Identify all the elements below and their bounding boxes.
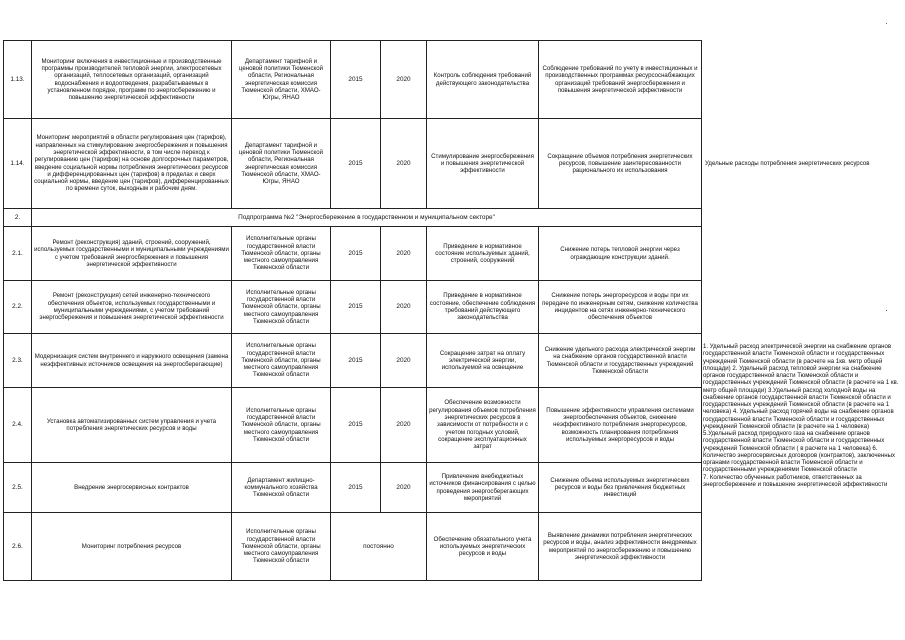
measure-description: Внедрение энергосервисных контрактов xyxy=(32,463,232,513)
executor: Департамент жилищно-коммунального хозяйства Тюменской области xyxy=(232,463,331,513)
executor: Департамент тарифной и ценовой политики Тюменской области, Региональная энергетическая комиссия Тюменской области, ХМАО-Югры, ЯНАО xyxy=(232,119,331,209)
measures-table xyxy=(3,40,702,581)
row-number: 1.14. xyxy=(4,119,32,209)
section-title: Подпрограмма №2 "Энергосбережение в государственном и муниципальном секторе" xyxy=(32,209,702,227)
expected-result: Обеспечение обязательного учета используемых энергетических ресурсов и воды xyxy=(427,513,539,581)
start-year: 2015 xyxy=(331,227,381,281)
expected-result: Обеспечение возможности регулирования объемов потребления энергетических ресурсов в зависимости от потребности и с учетом погодных условий, сокращение эксплуатационных затрат xyxy=(427,388,539,463)
effect: Сокращение объемов потребления энергетических ресурсов, повышение заинтересованности рационального их использования xyxy=(539,119,702,209)
start-year: 2015 xyxy=(331,41,381,119)
executor: Исполнительные органы государственной власти Тюменской области, органы местного самоуправления Тюменской области xyxy=(232,513,331,581)
effect: Повышение эффективности управления системами энергообеспечения объектов, снижение неэффективного потребления энергоресурсов, возможность планирования потребления используемых энергоресурсов и воды xyxy=(539,388,702,463)
row-number: 1.13. xyxy=(4,41,32,119)
table-row xyxy=(4,334,702,388)
row-number: 2.4. xyxy=(4,388,32,463)
executor: Исполнительные органы государственной власти Тюменской области, органы местного самоуправления Тюменской области xyxy=(232,388,331,463)
section-number: 2. xyxy=(4,209,32,227)
end-year: 2020 xyxy=(381,227,427,281)
effect: Соблюдение требований по учету в инвестиционных и производственных программах ресурсоснабжающих организаций требований энергосбережения и повышения энергетической эффективности xyxy=(539,41,702,119)
measure-description: Ремонт (реконструкция) сетей инженерно-технического обеспечения объектов, используемых государственными и муниципальными учреждениями, с учетом требований энергосбережения и повышения энергетической эффективности xyxy=(32,281,232,334)
row-number: 2.3. xyxy=(4,334,32,388)
table-row xyxy=(4,119,702,209)
measure-description: Мониторинг включения в инвестиционные и производственные программы производителей тепловой энергии, электросетевых организаций, теплосетевых организаций, организаций водоснабжения и водоотведения, разрабатываемых в установленном порядке, программ по энергосбережению и повышению энергетической эффективности xyxy=(32,41,232,119)
expected-result: Контроль соблюдения требований действующего законодательства xyxy=(427,41,539,119)
executor: Исполнительные органы государственной власти Тюменской области, органы местного самоуправления Тюменской области xyxy=(232,334,331,388)
table-row xyxy=(4,227,702,281)
executor: Исполнительные органы государственной власти Тюменской области, органы местного самоуправления Тюменской области xyxy=(232,281,331,334)
expected-result: Стимулирование энергосбережения и повышения энергетической эффективности xyxy=(427,119,539,209)
start-year: 2015 xyxy=(331,388,381,463)
end-year: 2020 xyxy=(381,281,427,334)
effect: Снижение потерь тепловой энергии через ограждающие конструкции зданий. xyxy=(539,227,702,281)
expected-result: Привлечение внебюджетных источников финансирования с целью проведения энергосберегающих мероприятий xyxy=(427,463,539,513)
row-number: 2.6. xyxy=(4,513,32,581)
expected-result: Сокращение затрат на оплату электрической энергии, используемой на освещение xyxy=(427,334,539,388)
table-row xyxy=(4,388,702,463)
executor: Исполнительные органы государственной власти Тюменской области, органы местного самоуправления Тюменской области xyxy=(232,227,331,281)
measure-description: Установка автоматизированных систем управления и учета потребления энергетических ресурсов и воды xyxy=(32,388,232,463)
effect: Снижение потерь энергоресурсов и воды при их передаче по инженерным сетям, снижение количества инцидентов на сетях инженерно-технического обеспечения объектов xyxy=(539,281,702,334)
scan-mark: · xyxy=(885,18,888,28)
effect: Снижение объема используемых энергетических ресурсов и воды без привлечения бюджетных инвестиций xyxy=(539,463,702,513)
start-year: 2015 xyxy=(331,334,381,388)
measure-description: Модернизация систем внутреннего и наружного освещения (замена неэффективных источников освещения на энергосберегающие) xyxy=(32,334,232,388)
measure-description: Мониторинг мероприятий в области регулирования цен (тарифов), направленных на стимулирование энергосбережения и повышения энергетической эффективности, в том числе переход к регулированию цен (тарифов) на основе долгосрочных параметров, введение социальной нормы потребления энергетических ресурсов и дифференцированных цен (тарифов) в пределах и сверх социальной нормы, введение цен (тарифов), дифференцированных по времени суток, выходным и рабочим дням. xyxy=(32,119,232,209)
measure-description: Ремонт (реконструкция) зданий, строений, сооружений, используемых государственными и муниципальными учреждениями с учетом требований энергосбережения и повышения энергетической эффективности xyxy=(32,227,232,281)
table-row xyxy=(4,41,702,119)
end-year: 2020 xyxy=(381,463,427,513)
measure-description: Мониторинг потребления ресурсов xyxy=(32,513,232,581)
expected-result: Приведение в нормативное состояние используемых зданий, строений, сооружений xyxy=(427,227,539,281)
effect: Выявление динамики потребления энергетических ресурсов и воды, анализ эффективности внедряемых мероприятий по энергосбережению и повышению энергетической эффективности xyxy=(539,513,702,581)
section-row xyxy=(4,209,702,227)
start-year: 2015 xyxy=(331,281,381,334)
start-year: 2015 xyxy=(331,119,381,209)
scan-mark: · xyxy=(885,305,888,315)
row-number: 2.1. xyxy=(4,227,32,281)
period: постоянно xyxy=(331,513,427,581)
indicator-row-1-14: Удельные расходы потребления энергетических ресурсов xyxy=(705,160,870,167)
end-year: 2020 xyxy=(381,41,427,119)
effect: Снижение удельного расхода электрической энергии на снабжение органов государственной власти Тюменской области и государственных учреждений Тюменской области xyxy=(539,334,702,388)
row-number: 2.5. xyxy=(4,463,32,513)
end-year: 2020 xyxy=(381,119,427,209)
row-number: 2.2. xyxy=(4,281,32,334)
table-row xyxy=(4,463,702,513)
start-year: 2015 xyxy=(331,463,381,513)
executor: Департамент тарифной и ценовой политики Тюменской области, Региональная энергетическая комиссия Тюменской области, ХМАО-Югры, ЯНАО xyxy=(232,41,331,119)
indicators-list: 1. Удельный расход электрической энергии на снабжение органов государственной власти Тюменской области и государственных учреждений Тюменской области (в расчете на 1кв. метр общей площади) 2. Удельный расход тепловой энергии на снабжение органов государственной власти Тюменской области и государственных учреждений Тюменской области (в расчете на 1 кв. метр общей площади) 3.Удельный расход холодной воды на снабжение органов государственной власти Тюменской области и государственных учреждений Тюменской области (в расчете на 1 человека) 4. Удельный расход горячей воды на снабжение органов государственной власти Тюменской области и государственных учреждений Тюменской области (в расчете на 1 человека) 5.Удельный расход природного газа на снабжение органов государственной власти Тюменской области и государственных учреждений Тюменской области ( в расчете на 1 человека) 6. Количество энергосервисных договоров (контрактов), заключенных органами государственной власти Тюменской области и государственными учреждениями Тюменской области 7. Количество обученных работников, ответственных за энергосбережение и повышение энергетической эффективности xyxy=(703,343,899,488)
table-row xyxy=(4,513,702,581)
table-row xyxy=(4,281,702,334)
end-year: 2020 xyxy=(381,334,427,388)
expected-result: Приведение в нормативное состояние, обеспечение соблюдения требований действующего законодательства xyxy=(427,281,539,334)
end-year: 2020 xyxy=(381,388,427,463)
